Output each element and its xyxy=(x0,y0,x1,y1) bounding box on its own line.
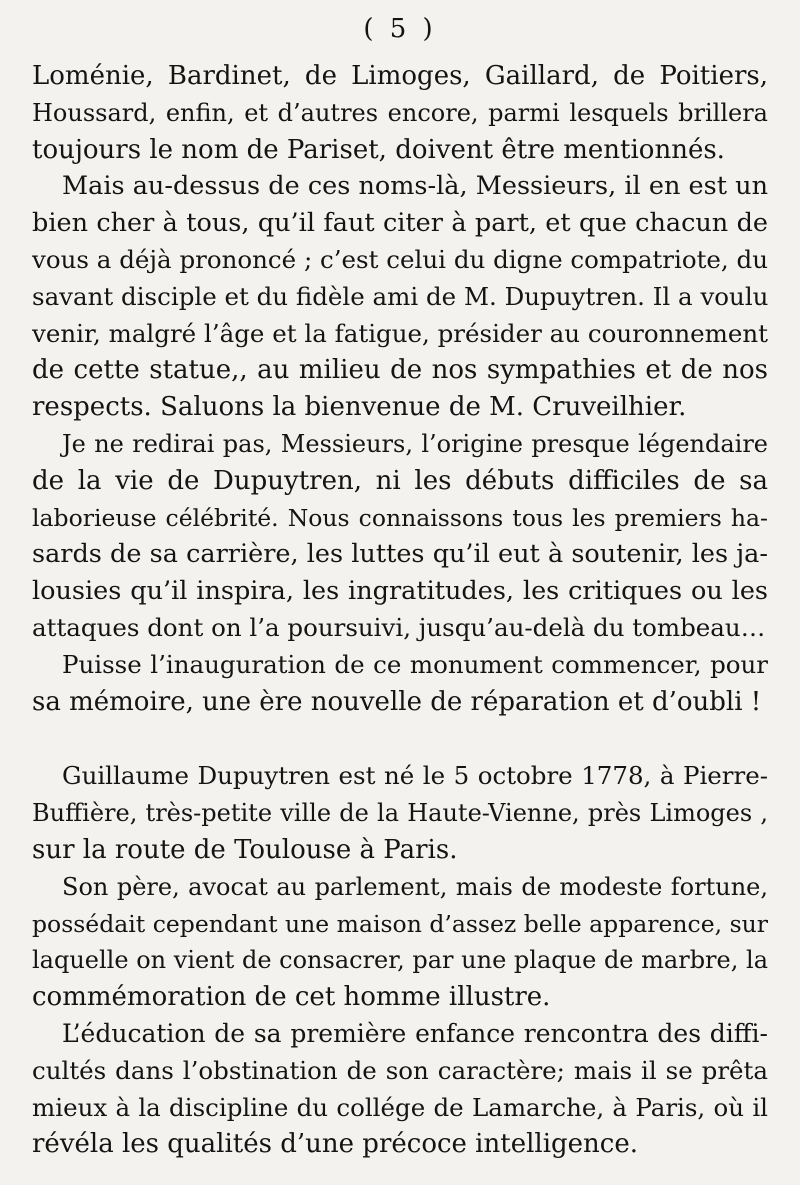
text-line: vous a déjà prononcé ; c’est celui du digne compatriote, du xyxy=(32,244,768,274)
page-number: ( 5 ) xyxy=(363,14,437,44)
text-line: possédait cependant une maison d’assez belle apparence, sur xyxy=(32,909,768,938)
text-line: venir, malgré l’âge et la fatigue, présider au couronnement xyxy=(32,318,768,348)
section-gap xyxy=(32,720,768,758)
paragraph xyxy=(32,58,768,168)
text-line: savant disciple et du fidèle ami de M. Dupuytren. Il a voulu xyxy=(32,281,768,311)
text-line: commémoration de cet homme illustre. xyxy=(32,982,551,1013)
text-line: L’éducation de sa première enfance rencontra des diffi- xyxy=(62,1018,768,1048)
text-line: de la vie de Dupuytren, ni les débuts difficiles de sa xyxy=(32,465,768,496)
paragraph xyxy=(32,869,768,1016)
text-line: Guillaume Dupuytren est né le 5 octobre 1778, à Pierre- xyxy=(62,761,768,791)
text-line: Mais au-dessus de ces noms-là, Messieurs, il en est un xyxy=(62,171,768,202)
text-line: lousies qu’il inspira, les ingratitudes, les critiques ou les xyxy=(32,576,768,607)
paragraph xyxy=(32,758,768,868)
text-line: révéla les qualités d’une précoce intelligence. xyxy=(32,1129,639,1160)
text-line: mieux à la discipline du collége de Lamarche, à Paris, où il xyxy=(32,1092,768,1122)
text-line: respects. Saluons la bienvenue de M. Cruveilhier. xyxy=(32,392,687,423)
text-line: laquelle on vient de consacrer, par une plaque de marbre, la xyxy=(32,946,768,975)
paragraph xyxy=(32,426,768,647)
text-line: de cette statue,, au milieu de nos sympathies et de nos xyxy=(32,355,768,386)
text-line: Houssard, enfin, et d’autres encore, parmi lesquels brillera xyxy=(32,98,768,127)
text-line: sards de sa carrière, les luttes qu’il eut à soutenir, les ja- xyxy=(32,539,768,570)
text-line: Loménie, Bardinet, de Limoges, Gaillard, de Poitiers, xyxy=(32,61,768,91)
text-line: cultés dans l’obstination de son caractère; mais il se prêta xyxy=(32,1055,768,1085)
text-line: Son père, avocat au parlement, mais de modeste fortune, xyxy=(62,872,768,901)
text-line: sa mémoire, une ère nouvelle de réparation et d’oubli ! xyxy=(32,686,762,717)
paragraph xyxy=(32,168,768,426)
text-line: bien cher à tous, qu’il faut citer à part, et que chacun de xyxy=(32,208,768,239)
text-line: Puisse l’inauguration de ce monument commencer, pour xyxy=(62,649,768,679)
body-text xyxy=(32,58,768,1163)
text-line: attaques dont on l’a poursuivi, jusqu’au-delà du tombeau… xyxy=(32,612,766,642)
text-line: laborieuse célébrité. Nous connaissons tous les premiers ha- xyxy=(32,503,768,532)
paragraph xyxy=(32,1016,768,1163)
text-line: Je ne redirai pas, Messieurs, l’origine presque légendaire xyxy=(62,429,768,458)
text-line: sur la route de Toulouse à Paris. xyxy=(32,834,458,865)
paragraph xyxy=(32,647,768,721)
text-line: toujours le nom de Pariset, doivent être mentionnés. xyxy=(32,134,725,165)
text-line: Buffière, très-petite ville de la Haute-Vienne, près Limoges , xyxy=(32,799,768,828)
